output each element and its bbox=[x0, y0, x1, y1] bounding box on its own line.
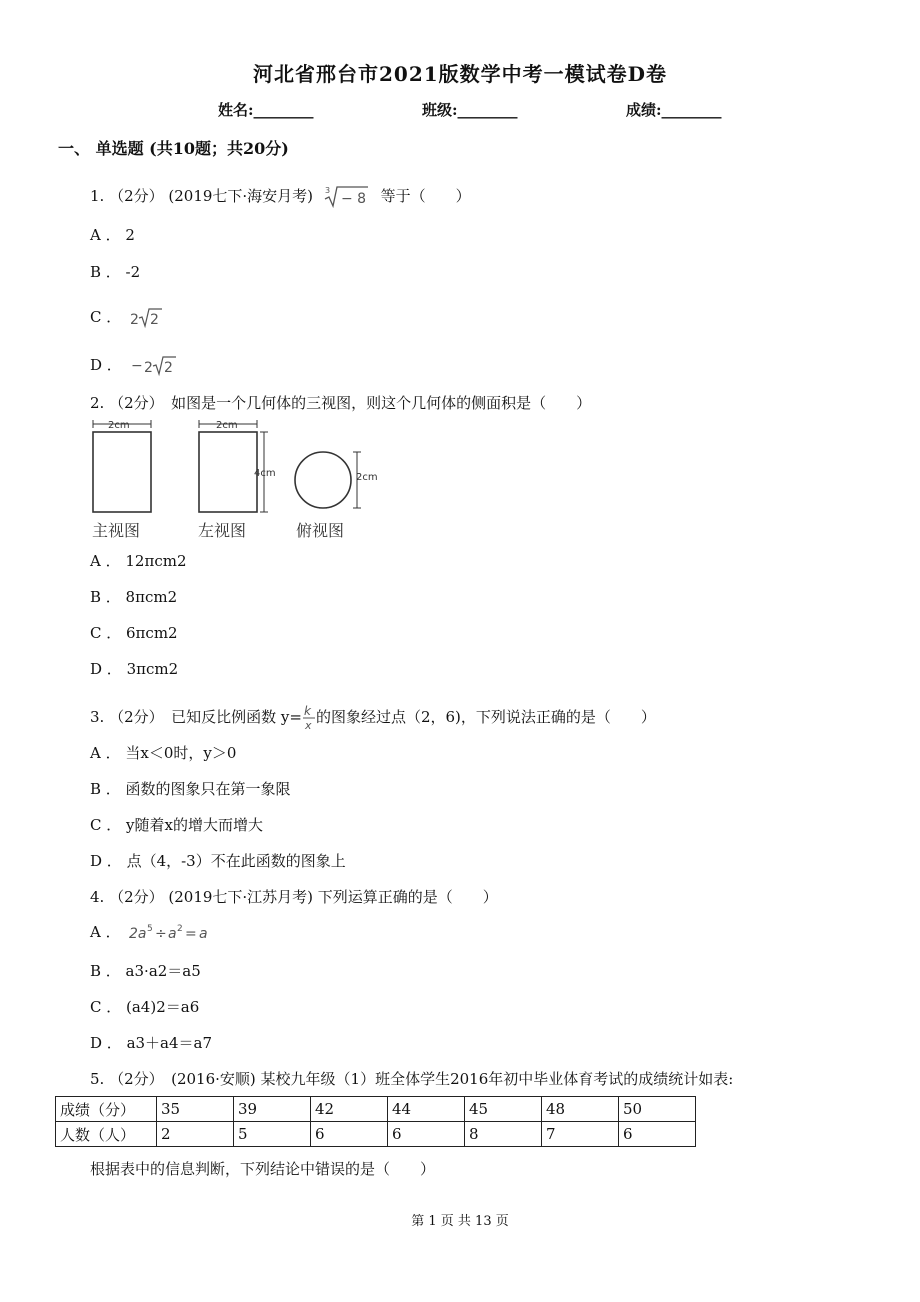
table-cell: 35 bbox=[157, 1097, 234, 1122]
score-table bbox=[55, 1096, 696, 1147]
question-3-option-b: B ． 函数的图象只在第一象限 bbox=[90, 780, 291, 798]
front-view-drawing bbox=[92, 420, 151, 540]
question-1-stem-suffix: 等于（ ） bbox=[380, 187, 471, 205]
question-1-stem bbox=[90, 185, 471, 209]
table-cell: 42 bbox=[311, 1097, 388, 1122]
svg-text:5: 5 bbox=[147, 924, 154, 934]
svg-text:a: a bbox=[199, 926, 208, 942]
table-cell: 5 bbox=[234, 1122, 311, 1147]
table-row bbox=[56, 1122, 696, 1147]
svg-text:÷: ÷ bbox=[155, 926, 168, 942]
question-5-followup: 根据表中的信息判断，下列结论中错误的是（ ） bbox=[90, 1160, 436, 1178]
side-view-drawing bbox=[198, 420, 276, 540]
svg-text:2: 2 bbox=[143, 360, 153, 376]
top-view-drawing bbox=[295, 452, 378, 540]
cube-root-neg8-formula bbox=[322, 185, 372, 209]
top-view-label: 俯视图 bbox=[296, 521, 345, 540]
table-cell: 8 bbox=[465, 1122, 542, 1147]
front-view-dimension: 2cm bbox=[108, 420, 130, 431]
table-cell: 48 bbox=[542, 1097, 619, 1122]
svg-text:2: 2 bbox=[150, 312, 159, 328]
svg-text:=: = bbox=[185, 926, 198, 942]
question-3-stem-prefix: 3. （2分） 已知反比例函数 y= bbox=[90, 708, 302, 726]
question-4-option-a bbox=[90, 921, 215, 943]
question-3-stem-suffix: 的图象经过点（2，6)，下列说法正确的是（ ） bbox=[315, 708, 656, 726]
table-cell: 成绩（分） bbox=[56, 1097, 157, 1122]
question-3-option-a: A ． 当x＜0时，y＞0 bbox=[90, 744, 237, 762]
table-row bbox=[56, 1097, 696, 1122]
svg-text:3: 3 bbox=[324, 186, 330, 195]
svg-text:2a: 2a bbox=[129, 926, 147, 942]
question-3-stem bbox=[90, 704, 656, 732]
question-1-option-d bbox=[90, 354, 177, 378]
table-cell: 44 bbox=[388, 1097, 465, 1122]
side-view-label: 左视图 bbox=[198, 521, 247, 540]
table-cell: 7 bbox=[542, 1122, 619, 1147]
svg-text:x: x bbox=[304, 719, 312, 732]
question-4-option-b: B ． a3·a2＝a5 bbox=[90, 962, 201, 980]
front-view-label: 主视图 bbox=[92, 521, 141, 540]
question-1-option-c bbox=[90, 306, 164, 330]
table-cell: 39 bbox=[234, 1097, 311, 1122]
svg-text:2: 2 bbox=[130, 312, 139, 328]
page-title: 河北省邢台市2021版数学中考一模试卷D卷 bbox=[252, 62, 667, 86]
question-1-option-c-label: C ． bbox=[90, 308, 122, 326]
svg-text:−: − bbox=[130, 358, 143, 374]
question-2-option-d: D ． 3πcm2 bbox=[90, 660, 179, 678]
question-1-option-b: B ． -2 bbox=[90, 263, 141, 281]
question-5-stem: 5. （2分） (2016·安顺) 某校九年级（1）班全体学生2016年初中毕业体育考试的成绩统计如表: bbox=[90, 1070, 734, 1088]
question-1-option-d-label: D ． bbox=[90, 356, 122, 374]
table-cell: 2 bbox=[157, 1122, 234, 1147]
neg-two-root-two-formula bbox=[131, 354, 177, 378]
question-2-stem: 2. （2分） 如图是一个几何体的三视图，则这个几何体的侧面积是（ ） bbox=[90, 394, 592, 412]
class-field: 班级:________ bbox=[422, 101, 518, 119]
question-4-option-c: C ． (a4)2＝a6 bbox=[90, 998, 200, 1016]
question-4-option-d: D ． a3＋a4＝a7 bbox=[90, 1034, 213, 1052]
question-1-stem-prefix: 1. （2分） (2019七下·海安月考) bbox=[90, 187, 314, 205]
section-heading: 一、 单选题 (共10题；共20分) bbox=[58, 139, 289, 158]
table-cell: 50 bbox=[619, 1097, 696, 1122]
name-field: 姓名:________ bbox=[218, 101, 314, 119]
top-view-dimension: 2cm bbox=[356, 472, 378, 483]
svg-text:2: 2 bbox=[177, 924, 184, 934]
table-cell: 6 bbox=[619, 1122, 696, 1147]
svg-text:a: a bbox=[168, 926, 177, 942]
power-division-formula bbox=[129, 923, 215, 943]
question-2-option-c: C ． 6πcm2 bbox=[90, 624, 178, 642]
question-2-option-b: B ． 8πcm2 bbox=[90, 588, 178, 606]
question-4-stem: 4. （2分） (2019七下·江苏月考) 下列运算正确的是（ ） bbox=[90, 888, 498, 906]
question-2-option-a: A ． 12πcm2 bbox=[90, 552, 187, 570]
page-footer: 第 1 页 共 13 页 bbox=[411, 1214, 509, 1229]
table-cell: 6 bbox=[388, 1122, 465, 1147]
side-view-top-dimension: 2cm bbox=[216, 420, 238, 431]
table-cell: 人数（人） bbox=[56, 1122, 157, 1147]
question-3-option-c: C ． y随着x的增大而增大 bbox=[90, 816, 263, 834]
three-view-figure bbox=[84, 416, 384, 542]
two-root-two-formula bbox=[130, 306, 164, 330]
svg-text:2: 2 bbox=[163, 360, 173, 376]
question-3-option-d: D ． 点（4，-3）不在此函数的图象上 bbox=[90, 852, 346, 870]
svg-text:− 8: − 8 bbox=[340, 191, 366, 207]
question-1-option-a: A ． 2 bbox=[90, 226, 135, 244]
svg-text:k: k bbox=[303, 704, 311, 718]
score-field: 成绩:________ bbox=[626, 101, 722, 119]
side-view-right-dimension: 4cm bbox=[254, 468, 276, 479]
k-over-x-fraction bbox=[302, 704, 316, 732]
table-cell: 6 bbox=[311, 1122, 388, 1147]
table-cell: 45 bbox=[465, 1097, 542, 1122]
question-4-option-a-label: A ． bbox=[90, 923, 121, 941]
